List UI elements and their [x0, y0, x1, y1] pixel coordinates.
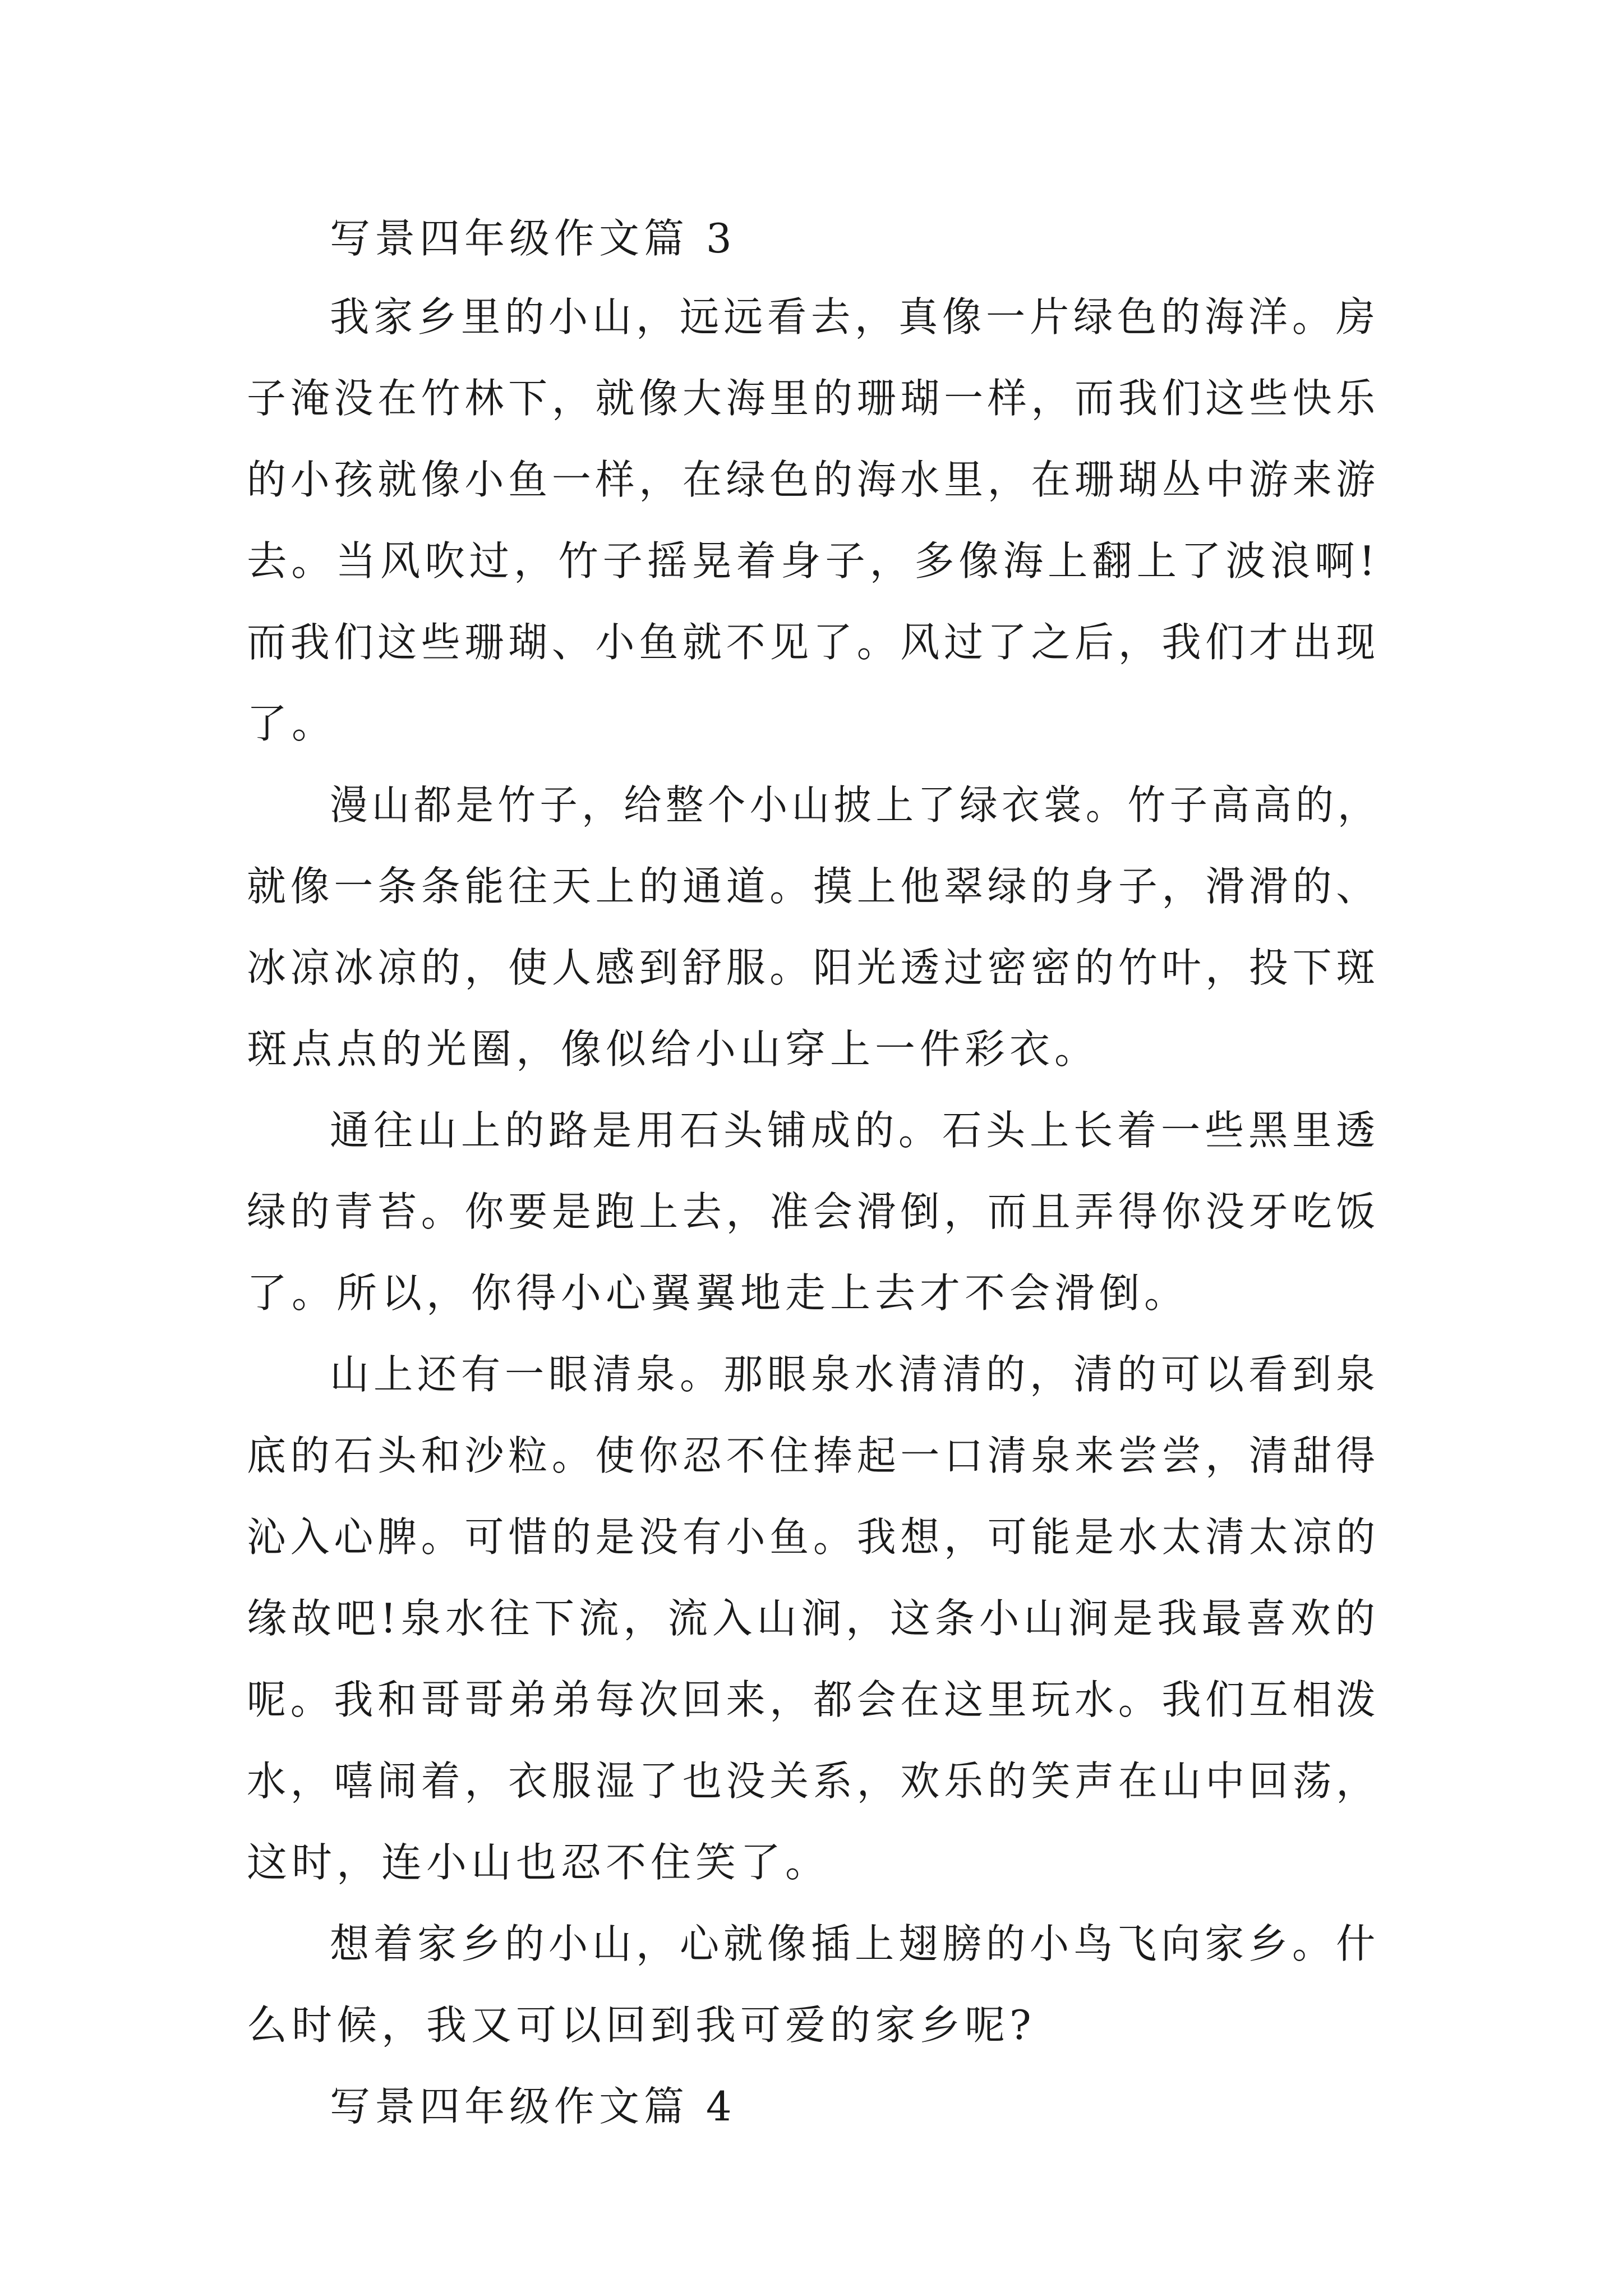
- paragraph-line: 我家乡里的小山，远远看去，真像一片绿色的海洋。房: [330, 293, 1380, 341]
- paragraph-line: 了。所以，你得小心翼翼地走上去才不会滑倒。: [247, 1269, 1189, 1317]
- paragraph-line: 绿的青苔。你要是跑上去，准会滑倒，而且弄得你没牙吃饭: [247, 1188, 1380, 1235]
- paragraph-line: 就像一条条能往天上的通道。摸上他翠绿的身子，滑滑的、: [247, 863, 1380, 910]
- paragraph-line: 水，嘻闹着，衣服湿了也没关系，欢乐的笑声在山中回荡，: [247, 1757, 1380, 1805]
- paragraph-line: 呢。我和哥哥弟弟每次回来，都会在这里玩水。我们互相泼: [247, 1676, 1380, 1723]
- paragraph-line: 山上还有一眼清泉。那眼泉水清清的，清的可以看到泉: [330, 1351, 1380, 1398]
- paragraph-line: 去。当风吹过，竹子摇晃着身子，多像海上翻上了波浪啊!: [247, 537, 1380, 585]
- section-heading-3: 写景四年级作文篇 3: [330, 215, 736, 262]
- paragraph-line: 通往山上的路是用石头铺成的。石头上长着一些黑里透: [330, 1107, 1380, 1154]
- paragraph-line: 了。: [247, 700, 337, 747]
- paragraph-line: 底的石头和沙粒。使你忍不住捧起一口清泉来尝尝，清甜得: [247, 1432, 1380, 1479]
- paragraph-line: 缘故吧!泉水往下流，流入山涧，这条小山涧是我最喜欢的: [247, 1595, 1380, 1642]
- paragraph-line: 斑点点的光圈，像似给小山穿上一件彩衣。: [247, 1025, 1100, 1073]
- paragraph-line: 沁入心脾。可惜的是没有小鱼。我想，可能是水太清太凉的: [247, 1513, 1380, 1561]
- paragraph-line: 想着家乡的小山，心就像插上翅膀的小鸟飞向家乡。什: [330, 1920, 1380, 1967]
- paragraph-line: 而我们这些珊瑚、小鱼就不见了。风过了之后，我们才出现: [247, 619, 1380, 666]
- section-heading-4: 写景四年级作文篇 4: [330, 2083, 736, 2130]
- paragraph-line: 这时，连小山也忍不住笑了。: [247, 1839, 831, 1886]
- paragraph-line: 的小孩就像小鱼一样，在绿色的海水里，在珊瑚丛中游来游: [247, 456, 1380, 503]
- paragraph-line: 冰凉冰凉的，使人感到舒服。阳光透过密密的竹叶，投下斑: [247, 944, 1380, 991]
- paragraph-line: 子淹没在竹林下，就像大海里的珊瑚一样，而我们这些快乐: [247, 375, 1380, 422]
- paragraph-line: 么时候，我又可以回到我可爱的家乡呢?: [247, 2001, 1036, 2049]
- paragraph-line: 漫山都是竹子，给整个小山披上了绿衣裳。竹子高高的，: [330, 781, 1380, 829]
